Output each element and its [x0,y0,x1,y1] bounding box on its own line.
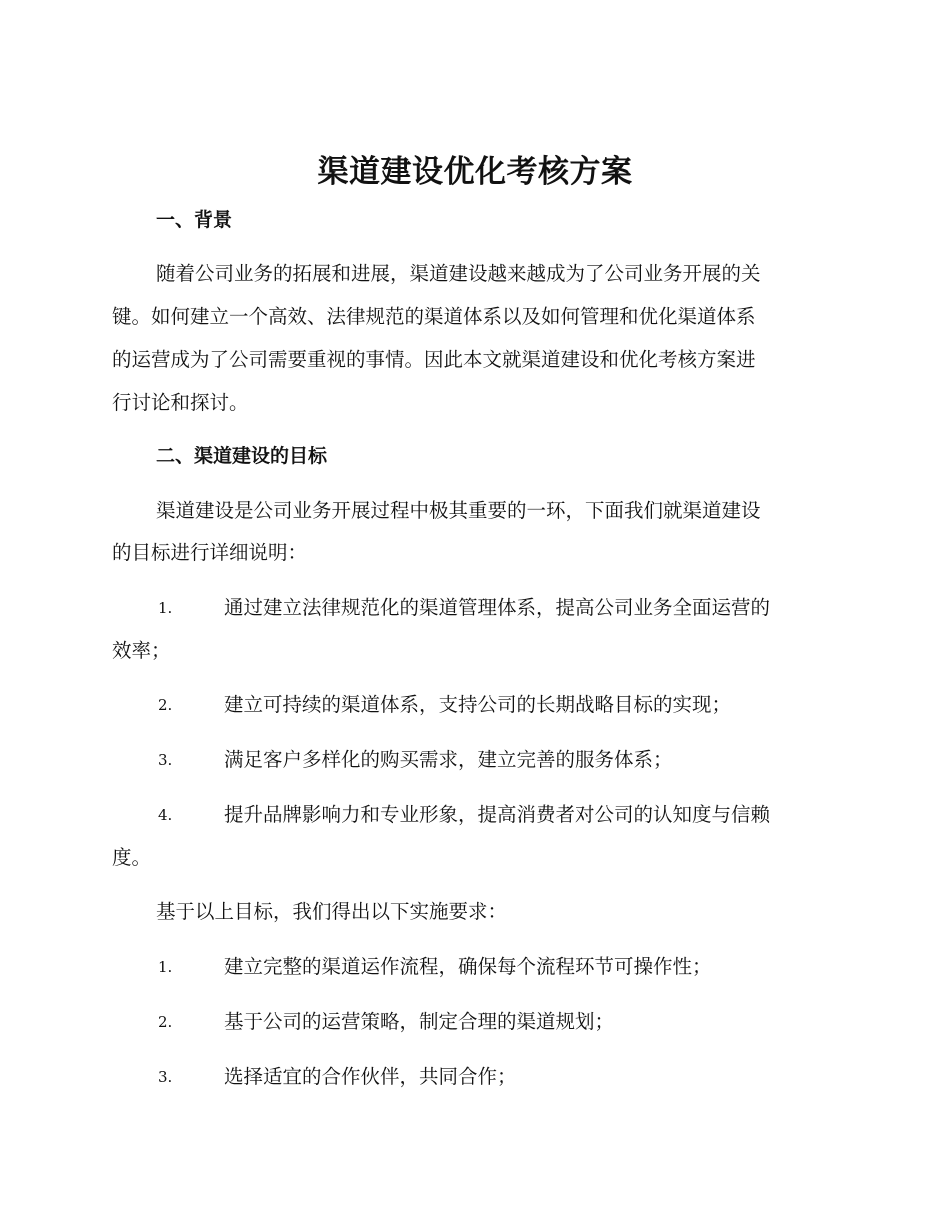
list-item-number: 3. [158,751,173,769]
paragraph-line: 随着公司业务的拓展和进展，渠道建设越来越成为了公司业务开展的关 [156,262,761,285]
list-item-number: 2. [158,696,173,714]
list-item-number: 1. [158,599,173,617]
section-heading-goals: 二、渠道建设的目标 [156,445,328,467]
list-item-number: 4. [158,806,173,824]
list-item-text: 提升品牌影响力和专业形象，提高消费者对公司的认知度与信赖 [224,803,771,826]
document-title: 渠道建设优化考核方案 [317,154,633,190]
list-item-text: 选择适宜的合作伙伴，共同合作； [224,1065,517,1088]
paragraph-line: 行讨论和探讨。 [112,391,249,414]
list-item-number: 1. [158,958,173,976]
list-item-number: 3. [158,1068,173,1086]
paragraph-line: 的运营成为了公司需要重视的事情。因此本文就渠道建设和优化考核方案进 [112,348,756,371]
paragraph-line: 的目标进行详细说明： [112,541,308,564]
paragraph-line: 渠道建设是公司业务开展过程中极其重要的一环，下面我们就渠道建设 [156,499,761,522]
requirements-intro: 基于以上目标，我们得出以下实施要求： [156,900,508,923]
list-item-text: 基于公司的运营策略，制定合理的渠道规划； [224,1010,615,1033]
section-heading-background: 一、背景 [156,209,233,231]
list-item-text: 建立可持续的渠道体系，支持公司的长期战略目标的实现； [224,693,732,716]
list-item-text: 建立完整的渠道运作流程，确保每个流程环节可操作性； [224,955,712,978]
list-item-text: 通过建立法律规范化的渠道管理体系，提高公司业务全面运营的 [224,596,771,619]
list-item-continuation: 效率； [112,639,171,662]
list-item-text: 满足客户多样化的购买需求，建立完善的服务体系； [224,748,673,771]
list-item-continuation: 度。 [112,846,152,869]
paragraph-line: 键。如何建立一个高效、法律规范的渠道体系以及如何管理和优化渠道体系 [112,305,756,328]
list-item-number: 2. [158,1013,173,1031]
background-paragraph [112,259,832,288]
